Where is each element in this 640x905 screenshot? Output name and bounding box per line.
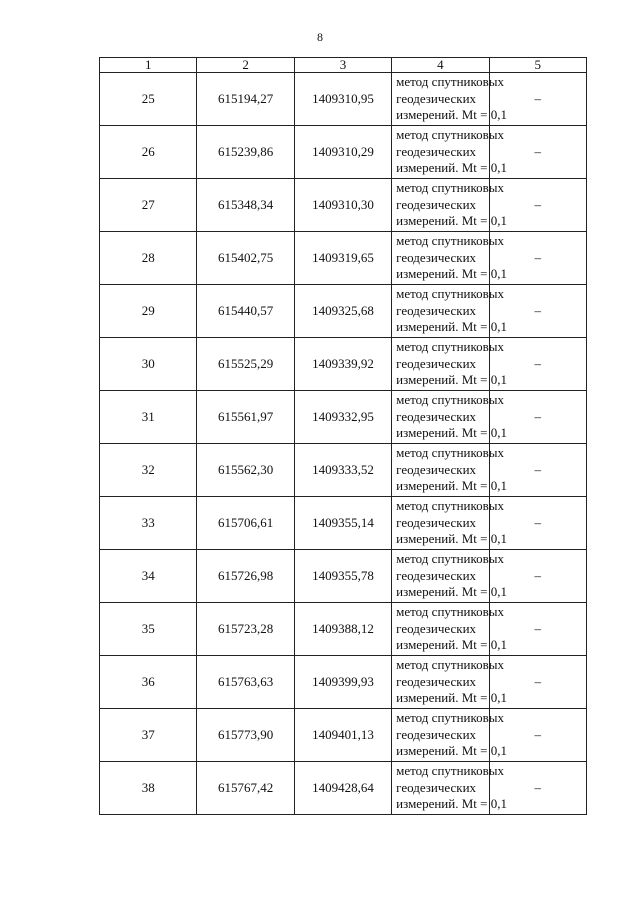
x-coordinate-cell: 615440,57 <box>197 285 294 338</box>
method-cell <box>392 232 507 285</box>
table-row <box>100 762 587 815</box>
y-coordinate-cell: 1409399,93 <box>294 656 391 709</box>
method-cell <box>392 285 507 338</box>
x-coordinate-cell: 615402,75 <box>197 232 294 285</box>
x-coordinate-cell: 615706,61 <box>197 497 294 550</box>
note-cell: – <box>489 391 586 444</box>
y-coordinate-cell: 1409428,64 <box>294 762 391 815</box>
note-cell: – <box>489 497 586 550</box>
header-col-4: 4 <box>392 58 489 73</box>
method-text-line: измерений. Mt = 0,1 <box>396 213 507 229</box>
method-text-line: измерений. Mt = 0,1 <box>396 372 507 388</box>
method-text-line: метод спутниковых <box>396 604 505 620</box>
table-row <box>100 550 587 603</box>
table-row <box>100 338 587 391</box>
header-col-3: 3 <box>294 58 391 73</box>
table-row <box>100 179 587 232</box>
method-cell <box>392 497 507 550</box>
method-cell <box>392 179 507 232</box>
method-cell <box>392 656 507 709</box>
y-coordinate-cell: 1409355,14 <box>294 497 391 550</box>
method-cell <box>392 762 507 815</box>
method-text-line: измерений. Mt = 0,1 <box>396 796 507 812</box>
method-text-line: геодезических <box>396 461 477 477</box>
method-text-line: метод спутниковых <box>396 127 505 143</box>
x-coordinate-cell: 615194,27 <box>197 73 294 126</box>
x-coordinate-cell: 615562,30 <box>197 444 294 497</box>
method-cell <box>392 709 507 762</box>
point-number-cell: 32 <box>100 444 197 497</box>
method-text-line: измерений. Mt = 0,1 <box>396 266 507 282</box>
method-text-line: геодезических <box>396 567 477 583</box>
table-header-row <box>100 58 587 73</box>
method-cell <box>392 73 507 126</box>
point-number-cell: 27 <box>100 179 197 232</box>
point-number-cell: 29 <box>100 285 197 338</box>
point-number-cell: 28 <box>100 232 197 285</box>
point-number-cell: 34 <box>100 550 197 603</box>
method-cell <box>392 338 507 391</box>
method-text-line: геодезических <box>396 726 477 742</box>
y-coordinate-cell: 1409310,95 <box>294 73 391 126</box>
method-text-line: метод спутниковых <box>396 286 505 302</box>
table-row <box>100 709 587 762</box>
method-text-line: метод спутниковых <box>396 763 505 779</box>
point-number-cell: 30 <box>100 338 197 391</box>
method-cell <box>392 603 507 656</box>
method-text-line: метод спутниковых <box>396 551 505 567</box>
method-text-line: геодезических <box>396 143 477 159</box>
note-cell: – <box>489 444 586 497</box>
header-col-5: 5 <box>489 58 586 73</box>
note-cell: – <box>489 126 586 179</box>
x-coordinate-cell: 615767,42 <box>197 762 294 815</box>
y-coordinate-cell: 1409325,68 <box>294 285 391 338</box>
method-text-line: метод спутниковых <box>396 710 505 726</box>
table-row <box>100 232 587 285</box>
x-coordinate-cell: 615348,34 <box>197 179 294 232</box>
method-text-line: метод спутниковых <box>396 74 505 90</box>
method-text-line: измерений. Mt = 0,1 <box>396 584 507 600</box>
x-coordinate-cell: 615239,86 <box>197 126 294 179</box>
header-col-2: 2 <box>197 58 294 73</box>
x-coordinate-cell: 615763,63 <box>197 656 294 709</box>
y-coordinate-cell: 1409332,95 <box>294 391 391 444</box>
method-text-line: геодезических <box>396 355 477 371</box>
method-text-line: измерений. Mt = 0,1 <box>396 531 507 547</box>
note-cell: – <box>489 603 586 656</box>
method-text-line: геодезических <box>396 779 477 795</box>
x-coordinate-cell: 615773,90 <box>197 709 294 762</box>
note-cell: – <box>489 232 586 285</box>
y-coordinate-cell: 1409333,52 <box>294 444 391 497</box>
method-text-line: измерений. Mt = 0,1 <box>396 107 507 123</box>
page-number: 8 <box>317 30 323 44</box>
table-row <box>100 497 587 550</box>
note-cell: – <box>489 179 586 232</box>
method-text-line: метод спутниковых <box>396 233 505 249</box>
x-coordinate-cell: 615723,28 <box>197 603 294 656</box>
y-coordinate-cell: 1409310,30 <box>294 179 391 232</box>
y-coordinate-cell: 1409401,13 <box>294 709 391 762</box>
method-text-line: измерений. Mt = 0,1 <box>396 478 507 494</box>
table-row <box>100 391 587 444</box>
point-number-cell: 31 <box>100 391 197 444</box>
point-number-cell: 36 <box>100 656 197 709</box>
coordinates-table <box>99 57 587 815</box>
point-number-cell: 38 <box>100 762 197 815</box>
method-cell <box>392 391 507 444</box>
method-text-line: геодезических <box>396 620 477 636</box>
table-row <box>100 656 587 709</box>
table-row <box>100 603 587 656</box>
note-cell: – <box>489 762 586 815</box>
method-text-line: метод спутниковых <box>396 498 505 514</box>
note-cell: – <box>489 709 586 762</box>
table-row <box>100 285 587 338</box>
y-coordinate-cell: 1409310,29 <box>294 126 391 179</box>
method-text-line: измерений. Mt = 0,1 <box>396 319 507 335</box>
method-text-line: измерений. Mt = 0,1 <box>396 160 507 176</box>
x-coordinate-cell: 615525,29 <box>197 338 294 391</box>
method-text-line: геодезических <box>396 408 477 424</box>
method-text-line: измерений. Mt = 0,1 <box>396 637 507 653</box>
method-text-line: метод спутниковых <box>396 657 505 673</box>
table-row <box>100 73 587 126</box>
method-cell <box>392 444 507 497</box>
note-cell: – <box>489 656 586 709</box>
method-cell <box>392 550 507 603</box>
note-cell: – <box>489 338 586 391</box>
method-text-line: геодезических <box>396 514 477 530</box>
method-text-line: метод спутниковых <box>396 180 505 196</box>
method-text-line: метод спутниковых <box>396 445 505 461</box>
method-text-line: метод спутниковых <box>396 392 505 408</box>
y-coordinate-cell: 1409339,92 <box>294 338 391 391</box>
x-coordinate-cell: 615561,97 <box>197 391 294 444</box>
method-text-line: метод спутниковых <box>396 339 505 355</box>
method-text-line: геодезических <box>396 196 477 212</box>
point-number-cell: 26 <box>100 126 197 179</box>
note-cell: – <box>489 73 586 126</box>
table-row <box>100 126 587 179</box>
note-cell: – <box>489 550 586 603</box>
point-number-cell: 25 <box>100 73 197 126</box>
x-coordinate-cell: 615726,98 <box>197 550 294 603</box>
method-text-line: геодезических <box>396 249 477 265</box>
method-text-line: геодезических <box>396 302 477 318</box>
point-number-cell: 33 <box>100 497 197 550</box>
table-row <box>100 444 587 497</box>
y-coordinate-cell: 1409388,12 <box>294 603 391 656</box>
method-cell <box>392 126 507 179</box>
note-cell: – <box>489 285 586 338</box>
method-text-line: измерений. Mt = 0,1 <box>396 690 507 706</box>
method-text-line: геодезических <box>396 673 477 689</box>
point-number-cell: 37 <box>100 709 197 762</box>
method-text-line: измерений. Mt = 0,1 <box>396 425 507 441</box>
header-col-1: 1 <box>100 58 197 73</box>
y-coordinate-cell: 1409319,65 <box>294 232 391 285</box>
y-coordinate-cell: 1409355,78 <box>294 550 391 603</box>
method-text-line: измерений. Mt = 0,1 <box>396 743 507 759</box>
point-number-cell: 35 <box>100 603 197 656</box>
method-text-line: геодезических <box>396 90 477 106</box>
